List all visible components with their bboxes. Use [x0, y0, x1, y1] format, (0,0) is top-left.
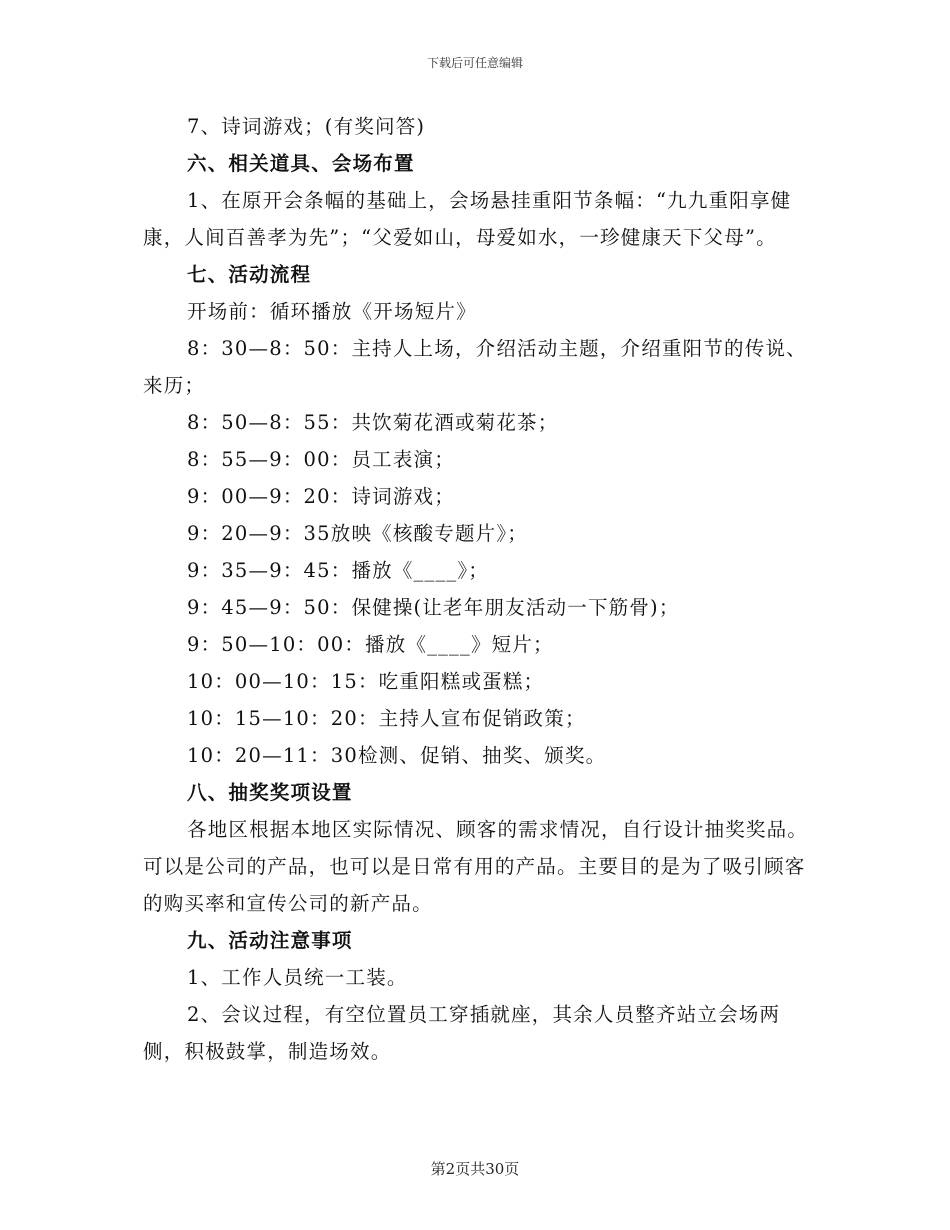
paragraph-lottery: 各地区根据本地区实际情况、顾客的需求情况，自行设计抽奖奖品。可以是公司的产品，也可以是日常有用的产品。主要目的是为了吸引顾客的购买率和宣传公司的新产品。 — [143, 818, 809, 915]
schedule-item: 8：50—8：55：共饮菊花酒或菊花茶； — [187, 411, 559, 434]
schedule-item: 10：00—10：15：吃重阳糕或蛋糕； — [187, 670, 545, 693]
schedule-item: 9：00—9：20：诗词游戏； — [187, 485, 455, 508]
section-heading-notes: 九、活动注意事项 — [187, 929, 353, 952]
schedule-item: 9：35—9：45：播放《____》； — [187, 559, 489, 582]
schedule-item: 8：30—8：50：主持人上场，介绍活动主题，介绍重阳节的传说、来历； — [143, 337, 807, 397]
list-item-uniform: 1、工作人员统一工装。 — [187, 966, 408, 989]
section-heading-props-venue: 六、相关道具、会场布置 — [187, 152, 415, 175]
schedule-item: 9：50—10：00：播放《____》短片； — [187, 633, 554, 656]
paragraph-banner: 1、在原开会条幅的基础上，会场悬挂重阳节条幅：“九九重阳享健康，人间百善孝为先”；“父爱如山，母爱如水，一珍健康天下父母”。 — [143, 189, 792, 249]
list-item-poetry-game: 7、诗词游戏；(有奖问答) — [187, 115, 426, 138]
schedule-item: 开场前：循环播放《开场短片》 — [187, 300, 477, 323]
document-body — [143, 108, 813, 1070]
page-number: 第2页共30页 — [430, 1160, 520, 1178]
section-heading-event-flow: 七、活动流程 — [187, 263, 312, 286]
schedule-item: 8：55—9：00：员工表演； — [187, 448, 455, 471]
schedule-item: 10：20—11：30检测、促销、抽奖、颁奖。 — [187, 744, 607, 767]
schedule-item: 10：15—10：20：主持人宣布促销政策； — [187, 707, 586, 730]
page-header: 下载后可任意编辑 — [426, 56, 523, 70]
schedule-item: 9：20—9：35放映《核酸专题片》； — [187, 522, 528, 545]
section-heading-lottery: 八、抽奖奖项设置 — [187, 781, 353, 804]
list-item-meeting-process: 2、会议过程，有空位置员工穿插就座，其余人员整齐站立会场两侧，积极鼓掌，制造场效。 — [143, 1003, 781, 1063]
schedule-item: 9：45—9：50：保健操(让老年朋友活动一下筋骨)； — [187, 596, 680, 619]
